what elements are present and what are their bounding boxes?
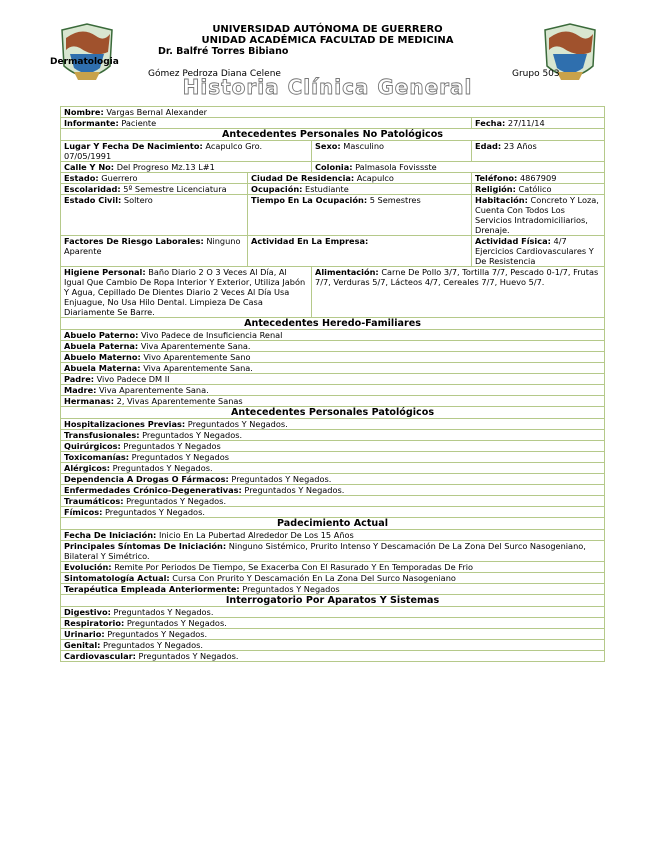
form-field: [61, 396, 605, 407]
field-value: Cursa Con Prurito Y Descamación En La Zona Del Surco Nasogeniano: [172, 573, 456, 583]
form-field: [61, 474, 605, 485]
field-label: Dependencia A Drogas O Fármacos:: [64, 474, 229, 484]
field-label: Abuelo Paterno:: [64, 330, 139, 340]
field-value: Preguntados Y Negados.: [126, 496, 227, 506]
patologicos-rows: [61, 419, 605, 518]
field-label: Abuela Paterna:: [64, 341, 139, 351]
form-field: [61, 330, 605, 341]
field-label: Respiratorio:: [64, 618, 125, 628]
form-field: [61, 463, 605, 474]
field-label: Urinario:: [64, 629, 105, 639]
field-value: Preguntados Y Negados.: [103, 640, 203, 650]
form-row: [61, 573, 605, 584]
logo-caption: Dermatologia: [50, 57, 119, 67]
field-label: Genital:: [64, 640, 101, 650]
form-row: [61, 629, 605, 640]
telefono-cell: Teléfono: 4867909: [472, 173, 605, 184]
field-value: Vivo Aparentemente Sano: [143, 352, 251, 362]
civil-row: [61, 195, 605, 236]
field-label: Fímicos:: [64, 507, 103, 517]
form-row: [61, 330, 605, 341]
domicilio-row: [61, 162, 605, 173]
tiempo-cell: Tiempo En La Ocupación: 5 Semestres: [248, 195, 472, 236]
field-label: Abuela Materna:: [64, 363, 141, 373]
field-value: Viva Aparentemente Sana.: [143, 363, 253, 373]
doctor-name: Dr. Balfré Torres Bibiano: [158, 46, 289, 57]
form-row: [61, 374, 605, 385]
laboral-row: [61, 236, 605, 267]
nombre-value: Vargas Bernal Alexander: [106, 107, 208, 117]
form-field: [61, 441, 605, 452]
form-field: [61, 640, 605, 651]
field-value: Preguntados Y Negados.: [244, 485, 345, 495]
form-row: [61, 419, 605, 430]
field-value: Vivo Padece de Insuficiencia Renal: [141, 330, 283, 340]
higiene-cell: Higiene Personal: Baño Diario 2 O 3 Veces Al Día, Al Igual Que Cambio De Ropa Interior Y Exterior, Utiliza Jabón Y Agua, Cepillado De Dientes Diario 2 Veces Al Día Usa Enjuague, No Usa Hilo Dental. Limpieza De Casa Diariamente Se Barre.: [61, 267, 312, 318]
field-label: Alérgicos:: [64, 463, 111, 473]
form-field: [61, 496, 605, 507]
form-field: [61, 629, 605, 640]
civil-cell: Estado Civil: Soltero: [61, 195, 248, 236]
higiene-row: [61, 267, 605, 318]
form-field: [61, 374, 605, 385]
field-label: Abuelo Materno:: [64, 352, 141, 362]
residencia-row: [61, 173, 605, 184]
form-row: [61, 430, 605, 441]
form-row: [61, 385, 605, 396]
field-value: Ninguno Sistémico, Prurito Intenso Y Descamación De La Zona Del Surco Nasogeniano, Bilateral Y Simétrico.: [64, 541, 586, 561]
ocupacion-cell: Ocupación: Estudiante: [248, 184, 472, 195]
field-value: Preguntados Y Negados.: [104, 507, 205, 517]
form-field: [61, 541, 605, 562]
ciudad-cell: Ciudad De Residencia: Acapulco: [248, 173, 472, 184]
alimentacion-cell: Alimentación: Carne De Pollo 3/7, Tortilla 7/7, Pescado 0-1/7, Frutas 7/7, Verduras 5/7, Lácteos 4/7, Cereales 7/7, Huevo 5/7.: [312, 267, 605, 318]
form-row: [61, 441, 605, 452]
nacimiento-row: [61, 141, 605, 162]
section-heredo-familiares: Antecedentes Heredo-Familiares: [61, 318, 605, 330]
field-label: Transfusionales:: [64, 430, 140, 440]
form-row: [61, 541, 605, 562]
estado-cell: Estado: Guerrero: [61, 173, 248, 184]
form-row: [61, 341, 605, 352]
nombre-cell: Nombre: Vargas Bernal Alexander: [61, 107, 605, 118]
section-interrogatorio: Interrogatorio Por Aparatos Y Sistemas: [61, 595, 605, 607]
habitacion-cell: Habitación: Concreto Y Loza, Cuenta Con Todos Los Servicios Intradomiciliarios, Drenaje.: [472, 195, 605, 236]
section-patologicos: Antecedentes Personales Patológicos: [61, 407, 605, 419]
field-value: Preguntados Y Negados.: [112, 463, 213, 473]
field-label: Digestivo:: [64, 607, 111, 617]
field-value: 2, Vivas Aparentemente Sanas: [116, 396, 243, 406]
field-value: Preguntados Y Negados.: [187, 419, 288, 429]
actividad-empresa-cell: Actividad En La Empresa:: [248, 236, 472, 267]
padecimiento-rows: [61, 530, 605, 595]
form-field: [61, 607, 605, 618]
colonia-cell: Colonia: Palmasola Fovissste: [312, 162, 605, 173]
form-row: [61, 618, 605, 629]
field-label: Quirúrgicos:: [64, 441, 121, 451]
nombre-row: [61, 107, 605, 118]
riesgo-cell: Factores De Riesgo Laborales: Ninguno Aparente: [61, 236, 248, 267]
field-label: Traumáticos:: [64, 496, 124, 506]
escolaridad-cell: Escolaridad: 5º Semestre Licenciatura: [61, 184, 248, 195]
actividad-fisica-cell: Actividad Física: 4/7 Ejercicios Cardiovasculares Y De Resistencia: [472, 236, 605, 267]
form-field: [61, 651, 605, 662]
sexo-cell: Sexo: Masculino: [312, 141, 472, 162]
field-value: Vivo Padece DM II: [96, 374, 170, 384]
informante-value: Paciente: [121, 118, 157, 128]
field-label: Padre:: [64, 374, 95, 384]
field-value: Preguntados Y Negados.: [231, 474, 332, 484]
form-row: [61, 363, 605, 374]
fecha-value: 27/11/14: [507, 118, 545, 128]
field-label: Hospitalizaciones Previas:: [64, 419, 186, 429]
faculty-name: UNIDAD ACADÉMICA FACULTAD DE MEDICINA: [201, 35, 454, 46]
field-label: Sintomatología Actual:: [64, 573, 170, 583]
form-row: [61, 496, 605, 507]
form-row: [61, 530, 605, 541]
form-field: [61, 430, 605, 441]
field-label: Toxicomanías:: [64, 452, 130, 462]
student-name: Gómez Pedroza Diana Celene: [148, 69, 281, 79]
form-row: [61, 507, 605, 518]
field-value: Viva Aparentemente Sana.: [140, 341, 251, 351]
university-name: UNIVERSIDAD AUTÓNOMA DE GUERRERO: [212, 24, 443, 35]
field-label: Principales Síntomas De Iniciación:: [64, 541, 227, 551]
heredo-rows: [61, 330, 605, 407]
field-value: Preguntados Y Negados: [123, 441, 221, 451]
form-field: [61, 507, 605, 518]
field-label: Fecha De Iniciación:: [64, 530, 157, 540]
lugar-cell: Lugar Y Fecha De Nacimiento: Acapulco Gro. 07/05/1991: [61, 141, 312, 162]
form-field: [61, 530, 605, 541]
form-field: [61, 573, 605, 584]
field-value: Preguntados Y Negados: [242, 584, 340, 594]
form-row: [61, 474, 605, 485]
field-value: Preguntados Y Negados.: [142, 430, 243, 440]
form-field: [61, 352, 605, 363]
form-row: [61, 452, 605, 463]
form-field: [61, 341, 605, 352]
form-row: [61, 584, 605, 595]
field-value: Preguntados Y Negados.: [138, 651, 239, 661]
edad-cell: Edad: 23 Años: [472, 141, 605, 162]
field-value: Inicio En La Pubertad Alrededor De Los 15 Años: [158, 530, 354, 540]
form-row: [61, 562, 605, 573]
informante-cell: Informante: Paciente: [61, 118, 472, 129]
document-header: [0, 0, 655, 105]
informante-row: [61, 118, 605, 129]
field-value: Preguntados Y Negados: [131, 452, 230, 462]
form-field: [61, 385, 605, 396]
field-label: Evolución:: [64, 562, 112, 572]
form-row: [61, 396, 605, 407]
group-label: Grupo 503: [512, 69, 560, 79]
form-field: [61, 452, 605, 463]
field-value: Preguntados Y Negados.: [107, 629, 208, 639]
field-label: Enfermedades Crónico-Degenerativas:: [64, 485, 242, 495]
document-title: Historia Clínica General: [182, 75, 473, 99]
form-field: [61, 584, 605, 595]
form-field: [61, 562, 605, 573]
calle-cell: Calle Y No: Del Progreso Mz.13 L#1: [61, 162, 312, 173]
field-label: Madre:: [64, 385, 97, 395]
field-label: Terapéutica Empleada Anteriormente:: [64, 584, 240, 594]
form-row: [61, 607, 605, 618]
section-padecimiento-actual: Padecimiento Actual: [61, 518, 605, 530]
form-field: [61, 419, 605, 430]
form-field: [61, 485, 605, 496]
section-no-patologicos: Antecedentes Personales No Patológicos: [61, 129, 605, 141]
field-value: Viva Aparentemente Sana.: [99, 385, 209, 395]
field-label: Hermanas:: [64, 396, 115, 406]
form-row: [61, 651, 605, 662]
interrogatorio-rows: [61, 607, 605, 662]
field-value: Remite Por Periodos De Tiempo, Se Exacerba Con El Rasurado Y En Temporadas De Frio: [114, 562, 473, 572]
form-row: [61, 485, 605, 496]
form-field: [61, 618, 605, 629]
religion-cell: Religión: Católico: [472, 184, 605, 195]
field-value: Preguntados Y Negados.: [113, 607, 214, 617]
form-row: [61, 352, 605, 363]
form-row: [61, 463, 605, 474]
fecha-cell: Fecha: 27/11/14: [472, 118, 605, 129]
form-field: [61, 363, 605, 374]
field-label: Cardiovascular:: [64, 651, 136, 661]
escolaridad-row: [61, 184, 605, 195]
form-row: [61, 640, 605, 651]
clinical-history-form: [60, 106, 605, 662]
field-value: Preguntados Y Negados.: [126, 618, 227, 628]
